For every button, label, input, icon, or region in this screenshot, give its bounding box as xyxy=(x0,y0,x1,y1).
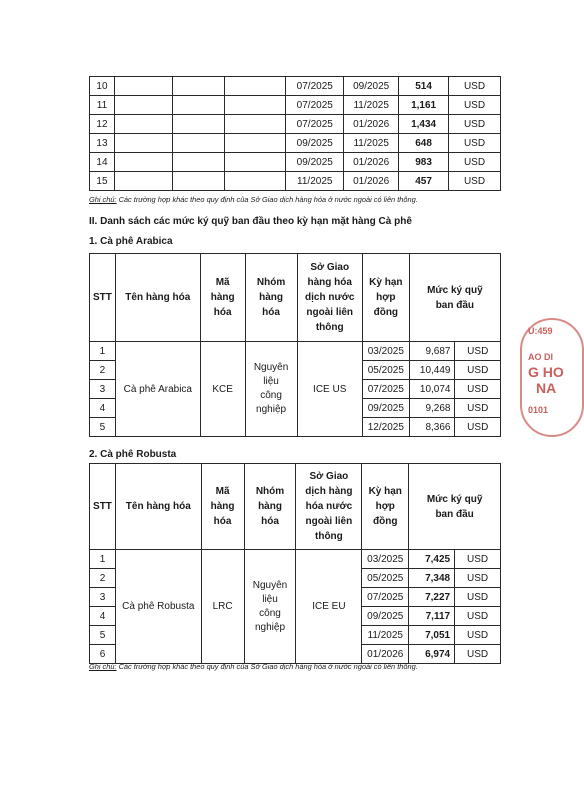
term-cell: 12/2025 xyxy=(362,418,409,437)
margin-cell: 648 xyxy=(399,134,449,153)
header-group: Nhóm hàng hóa xyxy=(244,464,296,550)
code-cell xyxy=(172,153,224,172)
currency-cell: USD xyxy=(455,418,501,437)
name-cell xyxy=(114,134,172,153)
stt-cell: 3 xyxy=(90,588,116,607)
table-row xyxy=(90,342,501,361)
table-row xyxy=(90,96,501,115)
header-margin: Mức ký quỹ ban đầu xyxy=(409,254,500,342)
margin-cell: 6,974 xyxy=(409,645,455,664)
term-cell: 11/2025 xyxy=(362,626,409,645)
currency-cell: USD xyxy=(455,342,501,361)
commodity-code-cell: LRC xyxy=(201,550,244,664)
margin-cell: 1,161 xyxy=(399,96,449,115)
term-cell: 03/2025 xyxy=(362,550,409,569)
header-exchange: Sở Giao dịch hàng hóa nước ngoài liên thông xyxy=(296,464,362,550)
end-term-cell: 01/2026 xyxy=(344,115,399,134)
header-stt: STT xyxy=(90,254,116,342)
currency-cell: USD xyxy=(455,569,501,588)
top-contract-table xyxy=(89,76,501,191)
margin-cell: 983 xyxy=(399,153,449,172)
header-name: Tên hàng hóa xyxy=(115,254,200,342)
term-cell: 01/2026 xyxy=(362,645,409,664)
commodity-group-cell: Nguyên liệu công nghiệp xyxy=(245,342,297,437)
margin-cell: 10,449 xyxy=(409,361,455,380)
footnote-bottom: Ghi chú: Các trường hợp khác theo quy định của Sở Giao dịch hàng hóa ở nước ngoài có liên thông. xyxy=(89,662,418,671)
start-term-cell: 09/2025 xyxy=(286,134,344,153)
margin-cell: 9,268 xyxy=(409,399,455,418)
arabica-table xyxy=(89,253,501,437)
margin-cell: 10,074 xyxy=(409,380,455,399)
end-term-cell: 01/2026 xyxy=(344,153,399,172)
term-cell: 05/2025 xyxy=(362,569,409,588)
start-term-cell: 09/2025 xyxy=(286,153,344,172)
stt-cell: 2 xyxy=(90,569,116,588)
end-term-cell: 11/2025 xyxy=(344,134,399,153)
header-stt: STT xyxy=(90,464,116,550)
end-term-cell: 01/2026 xyxy=(344,172,399,191)
stt-cell: 5 xyxy=(90,626,116,645)
group-cell xyxy=(224,172,286,191)
commodity-code-cell: KCE xyxy=(200,342,245,437)
stt-cell: 3 xyxy=(90,380,116,399)
stt-cell: 13 xyxy=(90,134,115,153)
stt-cell: 15 xyxy=(90,172,115,191)
stt-cell: 2 xyxy=(90,361,116,380)
group-cell xyxy=(224,153,286,172)
stt-cell: 4 xyxy=(90,607,116,626)
stt-cell: 5 xyxy=(90,418,116,437)
arabica-title: 1. Cà phê Arabica xyxy=(89,236,173,247)
table-row xyxy=(90,115,501,134)
currency-cell: USD xyxy=(449,96,501,115)
margin-cell: 457 xyxy=(399,172,449,191)
header-margin: Mức ký quỹ ban đầu xyxy=(409,464,501,550)
commodity-name-cell: Cà phê Robusta xyxy=(115,550,201,664)
currency-cell: USD xyxy=(449,134,501,153)
header-code: Mã hàng hóa xyxy=(201,464,244,550)
start-term-cell: 07/2025 xyxy=(286,115,344,134)
currency-cell: USD xyxy=(455,380,501,399)
currency-cell: USD xyxy=(455,550,501,569)
margin-cell: 1,434 xyxy=(399,115,449,134)
stt-cell: 1 xyxy=(90,550,116,569)
term-cell: 09/2025 xyxy=(362,607,409,626)
currency-cell: USD xyxy=(455,361,501,380)
code-cell xyxy=(172,172,224,191)
table-row xyxy=(90,172,501,191)
name-cell xyxy=(114,115,172,134)
commodity-name-cell: Cà phê Arabica xyxy=(115,342,200,437)
currency-cell: USD xyxy=(449,77,501,96)
start-term-cell: 07/2025 xyxy=(286,77,344,96)
currency-cell: USD xyxy=(449,115,501,134)
header-term: Kỳ hạn hợp đồng xyxy=(362,254,409,342)
code-cell xyxy=(172,96,224,115)
code-cell xyxy=(172,115,224,134)
margin-cell: 7,425 xyxy=(409,550,455,569)
start-term-cell: 07/2025 xyxy=(286,96,344,115)
footnote-top: Ghi chú: Các trường hợp khác theo quy định của Sở Giao dịch hàng hóa ở nước ngoài có liên thông. xyxy=(89,195,418,204)
term-cell: 05/2025 xyxy=(362,361,409,380)
name-cell xyxy=(114,153,172,172)
stt-cell: 1 xyxy=(90,342,116,361)
margin-cell: 7,227 xyxy=(409,588,455,607)
robusta-title: 2. Cà phê Robusta xyxy=(89,449,177,460)
robusta-table xyxy=(89,463,501,664)
currency-cell: USD xyxy=(449,153,501,172)
term-cell: 09/2025 xyxy=(362,399,409,418)
header-term: Kỳ hạn hợp đồng xyxy=(362,464,409,550)
stt-cell: 6 xyxy=(90,645,116,664)
stt-cell: 14 xyxy=(90,153,115,172)
stt-cell: 11 xyxy=(90,96,115,115)
currency-cell: USD xyxy=(455,645,501,664)
table-row xyxy=(90,153,501,172)
name-cell xyxy=(114,172,172,191)
stt-cell: 12 xyxy=(90,115,115,134)
exchange-cell: ICE US xyxy=(297,342,362,437)
group-cell xyxy=(224,134,286,153)
currency-cell: USD xyxy=(455,588,501,607)
currency-cell: USD xyxy=(449,172,501,191)
official-stamp: U:459 AO DI G HO NA 0101 xyxy=(520,318,584,437)
header-group: Nhóm hàng hóa xyxy=(245,254,297,342)
currency-cell: USD xyxy=(455,607,501,626)
table-row xyxy=(90,550,501,569)
group-cell xyxy=(224,115,286,134)
margin-cell: 7,051 xyxy=(409,626,455,645)
start-term-cell: 11/2025 xyxy=(286,172,344,191)
term-cell: 07/2025 xyxy=(362,380,409,399)
commodity-group-cell: Nguyên liệu công nghiệp xyxy=(244,550,296,664)
end-term-cell: 09/2025 xyxy=(344,77,399,96)
table-row xyxy=(90,77,501,96)
stt-cell: 4 xyxy=(90,399,116,418)
currency-cell: USD xyxy=(455,399,501,418)
margin-cell: 8,366 xyxy=(409,418,455,437)
group-cell xyxy=(224,77,286,96)
table-row xyxy=(90,134,501,153)
stt-cell: 10 xyxy=(90,77,115,96)
section-title: II. Danh sách các mức ký quỹ ban đầu theo kỳ hạn mặt hàng Cà phê xyxy=(89,216,412,227)
margin-cell: 9,687 xyxy=(409,342,455,361)
code-cell xyxy=(172,77,224,96)
header-name: Tên hàng hóa xyxy=(115,464,201,550)
currency-cell: USD xyxy=(455,626,501,645)
end-term-cell: 11/2025 xyxy=(344,96,399,115)
term-cell: 03/2025 xyxy=(362,342,409,361)
margin-cell: 7,117 xyxy=(409,607,455,626)
code-cell xyxy=(172,134,224,153)
header-code: Mã hàng hóa xyxy=(200,254,245,342)
term-cell: 07/2025 xyxy=(362,588,409,607)
margin-cell: 7,348 xyxy=(409,569,455,588)
margin-cell: 514 xyxy=(399,77,449,96)
header-exchange: Sở Giao hàng hóa dịch nước ngoài liên thông xyxy=(297,254,362,342)
name-cell xyxy=(114,96,172,115)
group-cell xyxy=(224,96,286,115)
name-cell xyxy=(114,77,172,96)
exchange-cell: ICE EU xyxy=(296,550,362,664)
